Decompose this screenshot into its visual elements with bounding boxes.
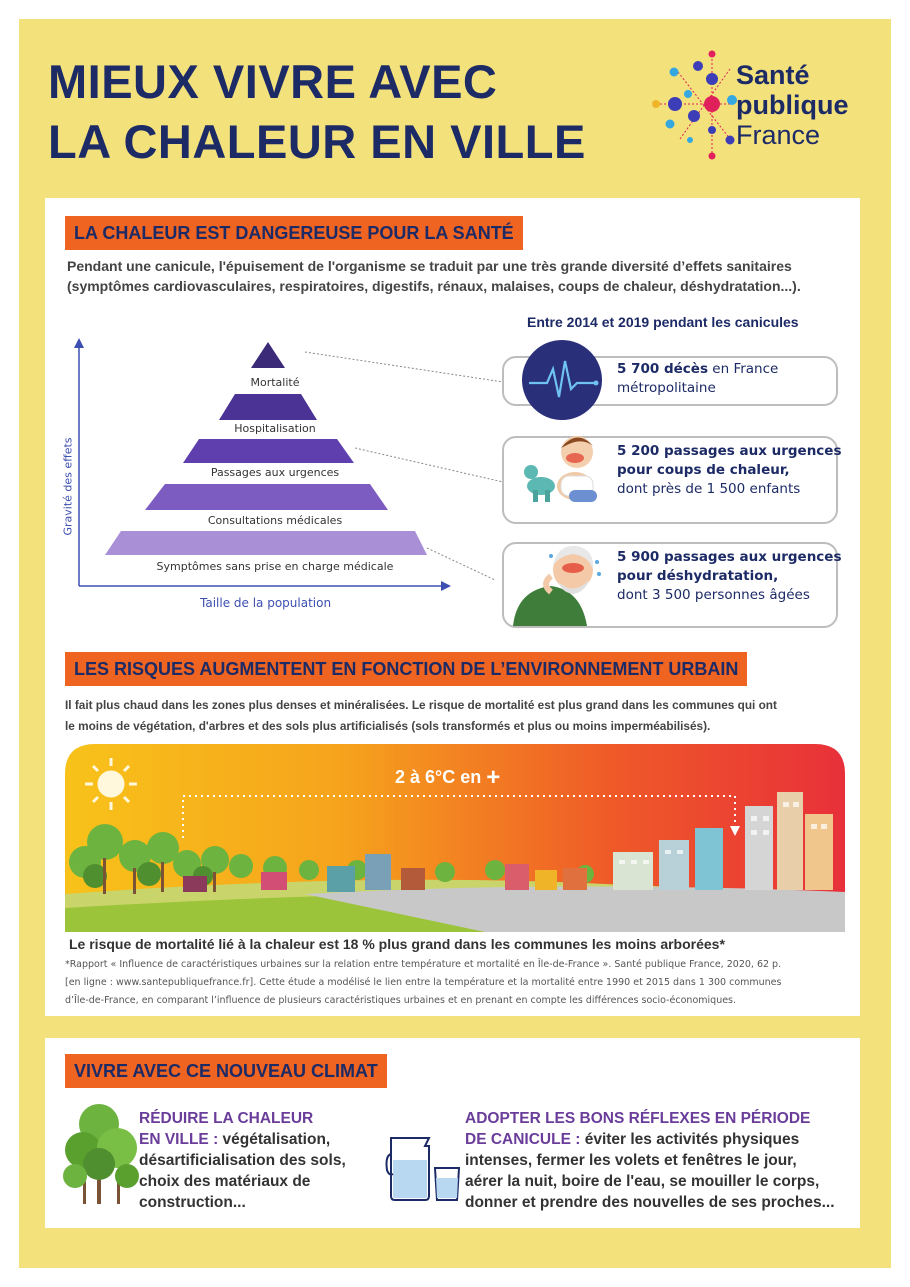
reduce-heat-text [139,1108,379,1213]
page-title [48,52,586,172]
stat-text-deaths [617,360,778,398]
pyramid-label-hospitalisation: Hospitalisation [234,422,316,435]
stats-title: Entre 2014 et 2019 pendant les canicules [527,314,799,330]
risk-statement: Le risque de mortalité lié à la chaleur est 18 % plus grand dans les communes les moins arborées* [69,936,725,952]
stat-rest-deaths: en France [708,361,779,377]
logo-word-3: France [736,120,821,150]
main-panel [45,198,860,1016]
good-reflexes-line-3: intenses, fermer les volets et fenêtres le jour, [465,1152,797,1169]
logo-word-2: publique [736,90,849,120]
stat-line3-heatstroke: dont près de 1 500 enfants [617,481,801,497]
reduce-heat-key-1: RÉDUIRE LA CHALEUR [139,1110,314,1127]
good-reflexes-line-5: donner et prendre des nouvelles de ses proches... [465,1194,835,1211]
stat-text-dehydration [617,548,842,605]
x-axis-label: Taille de la population [200,596,332,610]
pyramid-level-mortalite [251,342,285,368]
water-jug-and-glass-icon [385,1130,463,1202]
pyramid-level-urgences [183,439,354,463]
intro-urban-line-2: le moins de végétation, d'arbres et des sols plus artificialisés (sols transformés et plus ou moins imperméabilisés). [65,719,711,733]
stat-line2-dehydration: pour déshydratation, [617,568,779,584]
temperature-text: 2 à 6°C en [395,767,482,787]
reduce-heat-rest-1: végétalisation, [218,1131,331,1148]
good-reflexes-rest-1: éviter les activités physiques [580,1131,800,1148]
footnote [65,956,855,1010]
title-line-1: MIEUX VIVRE AVEC [48,55,498,108]
section-intro-danger: Pendant une canicule, l'épuisement de l'organisme se traduit par une très grande diversité d’effets sanitaires (symptômes cardiovasculaires, respiratoires, digestifs, rénaux, malaises, coups de chaleur, déshydratation...). [67,258,801,294]
stat-value-heatstroke: 5 200 passages aux urgences [617,443,842,459]
elderly-sweating-icon [511,542,607,626]
reduce-heat-line-4: choix des matériaux de [139,1173,311,1190]
reduce-heat-line-5: construction... [139,1194,246,1211]
footnote-line-1: *Rapport « Influence de caractéristiques urbaines sur la relation entre température et mortalité en Île-de-France ». Santé publique France, 2020, 62 p. [65,959,782,970]
stat-line3-dehydration: dont 3 500 personnes âgées [617,587,810,603]
y-axis-label: Gravité des effets [61,437,75,536]
stat-value-dehydration: 5 900 passages aux urgences [617,549,842,565]
pyramid-label-mortalite: Mortalité [250,376,300,389]
stat-text-heatstroke [617,442,842,499]
section-heading-urban: LES RISQUES AUGMENTENT EN FONCTION DE L’ENVIRONNEMENT URBAIN [65,652,747,686]
good-reflexes-line-4: aérer la nuit, boire de l'eau, se mouiller le corps, [465,1173,820,1190]
heartbeat-icon [521,339,603,421]
section-heading-climate: VIVRE AVEC CE NOUVEAU CLIMAT [65,1054,387,1088]
pyramid-label-consultations: Consultations médicales [207,514,343,527]
pyramid-label-urgences: Passages aux urgences [210,466,340,479]
intro-urban-line-1: Il fait plus chaud dans les zones plus denses et minéralisées. Le risque de mortalité est plus grand dans les communes qui ont [65,698,777,712]
stat-value-deaths: 5 700 décès [617,361,708,377]
temperature-increase-label [395,764,500,792]
good-reflexes-text [465,1108,855,1213]
pyramid-label-symptomes: Symptômes sans prise en charge médicale [156,560,394,573]
logo-word-1: Santé [736,60,810,90]
pyramid-level-hospitalisation [219,394,317,420]
trees-icon [61,1102,143,1206]
pyramid-level-consultations [145,484,388,510]
stat-line2-deaths: métropolitaine [617,380,716,396]
stat-line2-heatstroke: pour coups de chaleur, [617,462,790,478]
footnote-line-3: d’Île-de-France, en comparant l’influence de plusieurs caractéristiques urbaines et en prenant en compte les différences socio-économiques. [65,995,737,1006]
footnote-line-2: [en ligne : www.santepubliquefrance.fr]. Cette étude a modélisé le lien entre la température et la mortalité entre 1990 et 2015 dans 1 300 communes [65,977,782,988]
logo-wordmark [736,60,848,150]
section-intro-urban [65,695,855,737]
child-with-fever-icon [519,430,615,510]
title-line-2: LA CHALEUR EN VILLE [48,115,586,168]
climate-panel [45,1038,860,1228]
section-heading-danger: LA CHALEUR EST DANGEREUSE POUR LA SANTÉ [65,216,523,250]
pyramid-level-symptomes [105,531,427,555]
good-reflexes-key-1: ADOPTER LES BONS RÉFLEXES EN PÉRIODE [465,1110,811,1127]
good-reflexes-key-2: DE CANICULE : [465,1131,581,1148]
plus-icon: + [486,764,501,791]
reduce-heat-key-2: EN VILLE : [139,1131,219,1148]
reduce-heat-line-3: désartificialisation des sols, [139,1152,346,1169]
